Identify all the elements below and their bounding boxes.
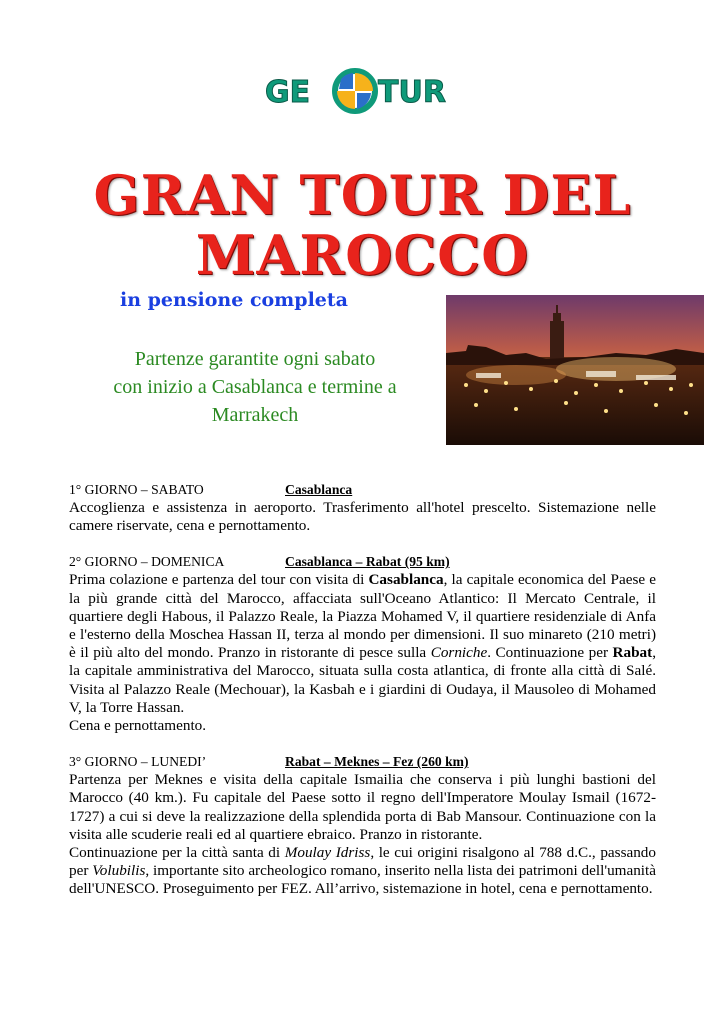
departures-line1: Partenze garantite ogni sabato [134,348,376,370]
page-title-line1: GRAN TOUR DEL [93,163,632,227]
globe-icon [335,71,375,111]
day-description: Prima colazione e partenza del tour con visita di Casablanca, la capitale economica del Paese e la più grande città del Marocco, affacciata sull'Oceano Atlantico: Il Mercato Centrale, il quartiere degli Habous, il Palazzo Reale, la Piazza Mohamed V, il quartiere residenziale di Anfa e l'esterno della Moschea Hassan II, terza al mondo per dimensioni. Il suo minareto (210 metri) è il più alto del mondo. Pranzo in ristorante di pesce sulla Corniche. Continuazione per Rabat, la capitale amministrativa del Marocco, situata sulla costa atlantica, di fronte alla città di Salé. Visita al Palazzo Reale (Mechouar), la Kasbah e i giardini di Oudaya, il Mausoleo di Mohamed V, la Torre Hassan. [69,571,657,716]
day-route: Casablanca [285,482,353,497]
departures-line2: con inizio a Casablanca e termine a [113,376,397,398]
day-description: Accoglienza e assistenza in aeroporto. Trasferimento all'hotel prescelto. Sistemazione nelle camere riservate, cena e pernottamento. [69,499,656,535]
day-label: 3° GIORNO – LUNEDI’ [69,754,207,770]
day-section [69,553,656,735]
day-label: 2° GIORNO – DOMENICA [69,554,225,570]
itinerary [69,481,656,917]
departures-line3: Marrakech [211,404,299,426]
marrakech-photo [446,295,704,445]
subtitle: in pensione completa [120,289,348,311]
logo-text-left: GE [265,75,311,110]
page-title-line2: MAROCCO [195,223,530,287]
day-description-continued: Continuazione per la città santa di Moulay Idriss, le cui origini risalgono al 788 d.C., passando per Volubilis, importante sito archeologico romano, inserito nella lista dei patrimoni dell'umanità dell'UNESCO. Proseguimento per FEZ. All’arrivo, sistemazione in hotel, cena e pernottamento. [69,844,656,898]
departures-text [80,345,430,429]
logo-text-right: TUR [378,75,446,110]
day-label: 1° GIORNO – SABATO [69,482,204,497]
day-route: Casablanca – Rabat (95 km) [285,554,450,570]
geotur-logo [265,66,465,116]
day-closing: Cena e pernottamento. [69,717,207,735]
day-description: Partenza per Meknes e visita della capitale Ismailia che conserva i più lunghi bastioni del Marocco (40 km.). Fu capitale del Paese sotto il regno dell'Imperatore Moulay Ismail (1672-1727) a cui si deve la realizzazione della splendida porta di Bab Mansour. Continuazione con la visita alle scuderie reali ed al quartiere ebraico. Pranzo in ristorante. [69,771,656,843]
day-header [69,553,656,571]
day-header [69,481,656,499]
day-section [69,481,656,535]
day-section [69,753,656,898]
day-route: Rabat – Meknes – Fez (260 km) [285,754,469,770]
day-header [69,753,656,771]
